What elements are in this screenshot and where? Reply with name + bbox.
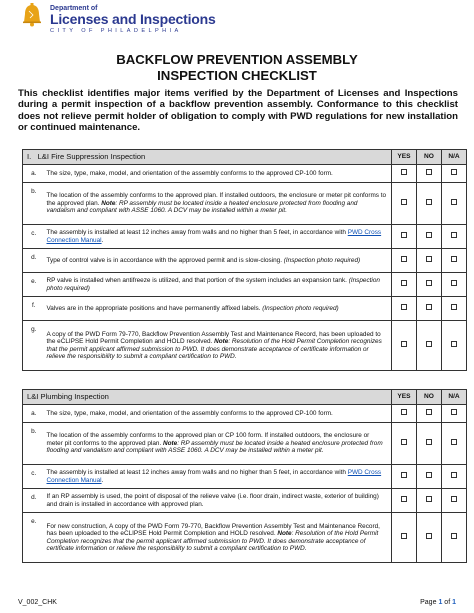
page-header — [18, 2, 318, 40]
item-letter: c. — [23, 225, 45, 249]
pwd-manual-link[interactable]: PWD Cross Connection Manual — [46, 229, 382, 244]
document-title-line1: BACKFLOW PREVENTION ASSEMBLY — [116, 52, 358, 67]
checklist-row — [23, 489, 467, 513]
yes-column-header: YES — [392, 150, 417, 165]
na-checkbox[interactable] — [442, 489, 467, 513]
item-text: A copy of the PWD Form 79-770, Backflow Prevention Assembly Test and Maintenance Record, has been uploaded to the eCLIPSE Hold Permit Completion and HOLD resolved. Note: Resolution of the Hold Permit Completion recognizes that the permit applicant affirmed submission to PWD. It does demonstrate acceptance of certificate information or relieve the responsibility to submit a compliant certification to PWD. — [45, 321, 392, 371]
section2-title: L&I Plumbing Inspection — [27, 392, 109, 402]
yes-checkbox[interactable] — [392, 321, 417, 371]
yes-checkbox[interactable] — [392, 489, 417, 513]
yes-checkbox[interactable] — [392, 423, 417, 465]
item-letter: a. — [23, 405, 45, 423]
checklist-row — [23, 423, 467, 465]
item-letter: c. — [23, 465, 45, 489]
section1-heading — [23, 150, 392, 165]
item-letter: d. — [23, 249, 45, 273]
checklist-row — [23, 321, 467, 371]
item-letter: b. — [23, 183, 45, 225]
checklist-row — [23, 225, 467, 249]
na-checkbox[interactable] — [442, 423, 467, 465]
item-text: Type of control valve is in accordance with the approved permit and is slow-closing. (Inspection photo required) — [45, 249, 392, 273]
item-letter: e. — [23, 513, 45, 563]
na-column-header: N/A — [442, 390, 467, 405]
item-text: The location of the assembly conforms to the approved plan. If installed outdoors, the enclosure or meter pit conforms to the approved plan. Note: RP assembly must be located inside a heated enclosure protected from flooding and vandalism and compliant with ASSE 1060. A DCV may be installed within a meter pit. — [45, 183, 392, 225]
na-checkbox[interactable] — [442, 321, 467, 371]
item-letter: e. — [23, 273, 45, 297]
section2-heading — [23, 390, 392, 405]
yes-checkbox[interactable] — [392, 249, 417, 273]
no-checkbox[interactable] — [417, 513, 442, 563]
item-letter: d. — [23, 489, 45, 513]
checklist-row — [23, 249, 467, 273]
item-text: The assembly is installed at least 12 inches away from walls and no higher than 5 feet, in accordance with PWD Cross Connection Manual. — [45, 225, 392, 249]
yes-column-header: YES — [392, 390, 417, 405]
intro-paragraph: This checklist identifies major items verified by the Department of Licenses and Inspections during a permit inspection of a backflow prevention assembly. Conformance to this checklist does not relieve permit holder of obligation to comply with PWD regulations for new installation or continued maintenance. — [18, 88, 458, 133]
checklist-row — [23, 273, 467, 297]
yes-checkbox[interactable] — [392, 273, 417, 297]
brand-department-text: Department of — [50, 5, 98, 12]
item-text: Valves are in the appropriate positions and have permanently affixed labels. (Inspection photo required) — [45, 297, 392, 321]
item-text: The assembly is installed at least 12 inches away from walls and no higher than 5 feet, in accordance with PWD Cross Connection Manual. — [45, 465, 392, 489]
section-header-row — [23, 390, 467, 405]
item-letter: b. — [23, 423, 45, 465]
no-column-header: NO — [417, 150, 442, 165]
item-text: The location of the assembly conforms to the approved plan or CP 100 form. If installed outdoors, the enclosure or meter pit conforms to the approved plan. Note: RP assembly must be located inside a heated enclosure protected from flooding and vandalism and compliant with ASSE 1060. A DCV may be installed within a meter pit. — [45, 423, 392, 465]
no-checkbox[interactable] — [417, 321, 442, 371]
current-page-number: 1 — [438, 599, 443, 606]
plumbing-table — [22, 389, 467, 563]
na-checkbox[interactable] — [442, 465, 467, 489]
yes-checkbox[interactable] — [392, 465, 417, 489]
document-title-line2: INSPECTION CHECKLIST — [157, 68, 317, 83]
item-text: For new construction, A copy of the PWD Form 79-770, Backflow Prevention Assembly Test and Maintenance Record, has been uploaded to the eCLIPSE Hold Permit Completion and HOLD resolved. Note: Resolution of the Hold Permit Completion recognizes that the permit applicant affirmed submission to PWD. It does demonstrate acceptance of certificate information or relieve the responsibility to submit a compliant certification to PWD. — [45, 513, 392, 563]
no-checkbox[interactable] — [417, 225, 442, 249]
pwd-manual-link[interactable]: PWD Cross Connection Manual — [46, 469, 382, 484]
checklist-row — [23, 183, 467, 225]
na-checkbox[interactable] — [442, 183, 467, 225]
checklist-row — [23, 465, 467, 489]
yes-checkbox[interactable] — [392, 183, 417, 225]
checklist-row — [23, 513, 467, 563]
item-letter: g. — [23, 321, 45, 371]
na-checkbox[interactable] — [442, 225, 467, 249]
yes-checkbox[interactable] — [392, 405, 417, 423]
checklist-row — [23, 165, 467, 183]
no-checkbox[interactable] — [417, 183, 442, 225]
fire-suppression-table — [22, 149, 467, 371]
no-checkbox[interactable] — [417, 423, 442, 465]
liberty-bell-logo-icon — [18, 2, 46, 30]
total-page-number: 1 — [452, 599, 456, 606]
na-checkbox[interactable] — [442, 297, 467, 321]
na-checkbox[interactable] — [442, 513, 467, 563]
no-checkbox[interactable] — [417, 405, 442, 423]
item-letter: f. — [23, 297, 45, 321]
item-text: RP valve is installed when antifreeze is utilized, and that portion of the system includes an expansion tank. (Inspection photo required) — [45, 273, 392, 297]
item-text: The size, type, make, model, and orientation of the assembly conforms to the approved CP-100 form. — [45, 405, 392, 423]
section1-number: I. — [27, 152, 32, 162]
na-checkbox[interactable] — [442, 273, 467, 297]
no-checkbox[interactable] — [417, 465, 442, 489]
na-checkbox[interactable] — [442, 405, 467, 423]
na-column-header: N/A — [442, 150, 467, 165]
document-code: V_002_CHK — [18, 599, 57, 606]
yes-checkbox[interactable] — [392, 225, 417, 249]
no-checkbox[interactable] — [417, 489, 442, 513]
item-letter: a. — [23, 165, 45, 183]
section-header-row — [23, 150, 467, 165]
yes-checkbox[interactable] — [392, 165, 417, 183]
no-checkbox[interactable] — [417, 165, 442, 183]
page-counter: Page 1 of 1 — [420, 599, 456, 606]
item-text: The size, type, make, model, and orientation of the assembly conforms to the approved CP-100 form. — [45, 165, 392, 183]
no-checkbox[interactable] — [417, 249, 442, 273]
yes-checkbox[interactable] — [392, 513, 417, 563]
brand-name-text: Licenses and Inspections — [50, 11, 216, 27]
na-checkbox[interactable] — [442, 249, 467, 273]
section1-title: L&I Fire Suppression Inspection — [37, 152, 146, 162]
yes-checkbox[interactable] — [392, 297, 417, 321]
checklist-row — [23, 297, 467, 321]
checklist-row — [23, 405, 467, 423]
no-checkbox[interactable] — [417, 297, 442, 321]
na-checkbox[interactable] — [442, 165, 467, 183]
item-text: If an RP assembly is used, the point of disposal of the relieve valve (i.e. floor drain, indirect waste, exterior of building) and drain is installed in accordance with approved plan. — [45, 489, 392, 513]
brand-city-text: CITY OF PHILADELPHIA — [50, 28, 182, 34]
no-column-header: NO — [417, 390, 442, 405]
no-checkbox[interactable] — [417, 273, 442, 297]
